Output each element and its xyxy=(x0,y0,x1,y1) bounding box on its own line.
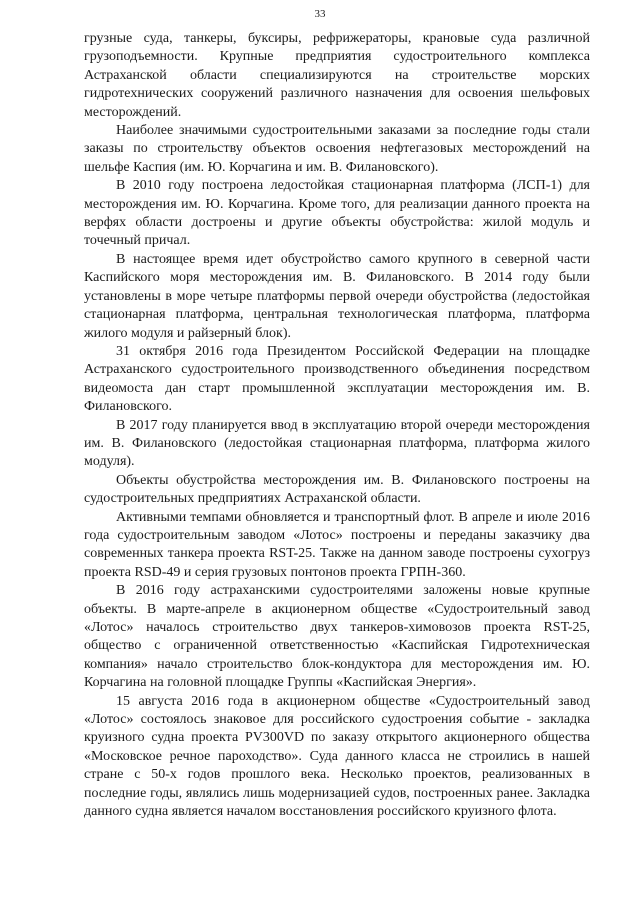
paragraph-6: В 2017 году планируется ввод в эксплуатацию второй очереди месторождения им. В. Филановского (ледостойкая стационарная платформа, платформа жилого модуля). xyxy=(84,417,590,470)
paragraph-2: Наиболее значимыми судостроительными заказами за последние годы стали заказы по строительству объектов освоения нефтегазовых месторождений на шельфе Каспия (им. Ю. Корчагина и им. В. Филановского). xyxy=(84,123,590,175)
paragraph-7: Объекты обустройства месторождения им. В. Филановского построены на судостроительных предприятиях Астраханской области. xyxy=(84,472,590,507)
paragraph-3: В 2010 году построена ледостойкая стационарная платформа (ЛСП-1) для месторождения им. Ю. Корчагина. Кроме того, для реализации данного проекта на верфях области достроены и другие объекты обустройства: жилой модуль и точечный причал. xyxy=(84,178,590,249)
page-number: 33 xyxy=(314,8,326,20)
paragraph-1: грузные суда, танкеры, буксиры, рефрижераторы, крановые суда различной грузоподъемности. Крупные предприятия судостроительного комплекса Астраханской области специализируются на строительстве морских гидротехнических сооружений различного назначения для освоения шельфовых месторождений. xyxy=(84,31,590,120)
paragraph-10: 15 августа 2016 года в акционерном обществе «Судостроительный завод «Лотос» состоялось знаковое для российского судостроения событие - закладка круизного судна проекта PV300VD по заказу открытого акционерного общества «Московское речное пароходство». Суда данного класса не строились в нашей стране с 50-х годов прошлого века. Несколько проектов, реализованных в последние годы, являлись лишь модернизацией судов, построенных ранее. Закладка данного судна является началом восстановления российского круизного флота. xyxy=(84,693,590,820)
paragraph-8: Активными темпами обновляется и транспортный флот. В апреле и июле 2016 года судостроительным заводом «Лотос» построены и переданы заказчику два современных танкера проекта RST-25. Также на данном заводе построены сухогруз проекта RSD-49 и серия грузовых понтонов проекта ГРПН-360. xyxy=(84,509,590,580)
paragraph-9: В 2016 году астраханскими судостроителями заложены новые крупные объекты. В марте-апреле в акционерном обществе «Судостроительный завод «Лотос» началось строительство двух танкеров-химовозов проекта RST-25, общество с ограниченной ответственностью «Каспийская Гидротехническая компания» начало строительство блок-кондуктора для месторождения им. Ю. Корчагина на головной площадке Группы «Каспийская Энергия». xyxy=(84,583,590,691)
paragraph-5: 31 октября 2016 года Президентом Российской Федерации на площадке Астраханского судостроительного производственного объединения посредством видеомоста дан старт промышленной эксплуатации месторождения им. В. Филановского. xyxy=(84,343,590,415)
paragraph-4: В настоящее время идет обустройство самого крупного в северной части Каспийского моря месторождения им. В. Филановского. В 2014 году были установлены в море четыре платформы первой очереди обустройства (ледостойкая стационарная платформа, центральная технологическая платформа, платформа жилого модуля и райзерный блок). xyxy=(84,251,590,341)
body-text xyxy=(84,30,590,821)
